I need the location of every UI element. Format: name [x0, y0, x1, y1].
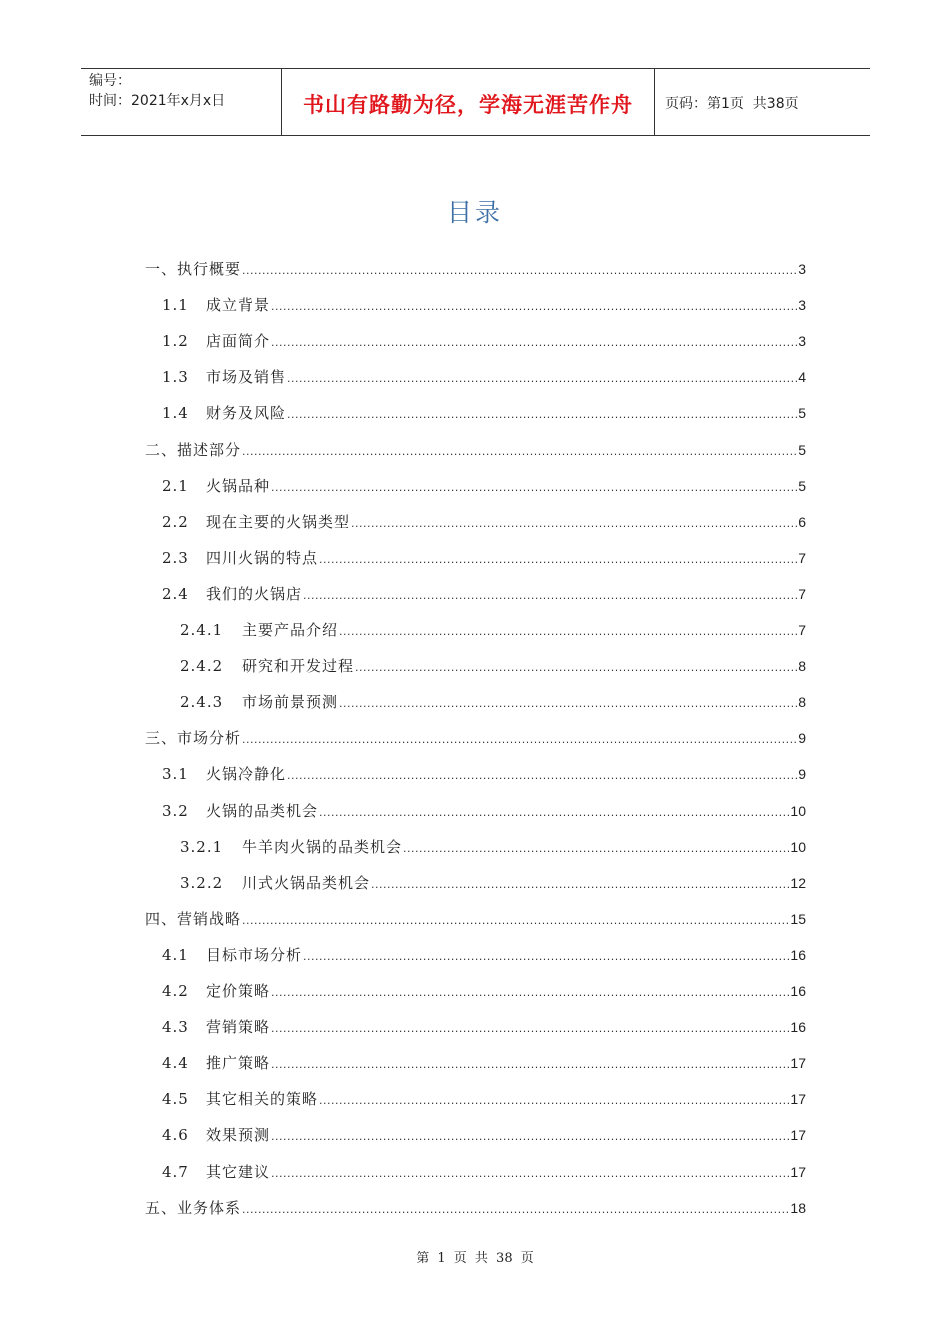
toc-entry-page: 16: [790, 1019, 806, 1036]
toc-title: 目录: [446, 198, 503, 227]
toc-leader-dots: [271, 1130, 789, 1143]
toc-leader-dots: [271, 1022, 789, 1035]
toc-entry-page: 3: [798, 333, 806, 350]
toc-entry-number: 1.3: [162, 368, 189, 387]
toc-entry[interactable]: [162, 330, 806, 352]
toc-entry-page: 15: [790, 910, 806, 927]
toc-leader-dots: [339, 625, 797, 638]
toc-entry-page: 18: [790, 1199, 806, 1216]
toc-entry-number: 4.4: [162, 1054, 189, 1073]
toc-entry-title: 现在主要的火锅类型: [206, 512, 351, 531]
toc-entry[interactable]: [145, 1197, 806, 1219]
toc-entry-number: 3.2.2: [180, 873, 224, 892]
toc-leader-dots: [242, 1203, 789, 1216]
toc-leader-dots: [319, 553, 797, 566]
toc-entry-number: 4.3: [162, 1018, 189, 1037]
toc-entry-page: 7: [798, 622, 806, 638]
toc-entry-number: 二、: [145, 440, 178, 459]
toc-entry-page: 9: [798, 730, 806, 747]
toc-entry-title: 火锅的品类机会: [206, 801, 319, 820]
toc-leader-dots: [271, 481, 797, 494]
toc-entry-page: 10: [790, 802, 806, 819]
toc-entry-title: 其它相关的策略: [206, 1090, 319, 1109]
toc-entry[interactable]: [162, 294, 806, 316]
toc-entry-page: 7: [798, 585, 806, 602]
toc-entry[interactable]: [180, 836, 806, 858]
toc-leader-dots: [351, 517, 797, 530]
toc-entry-page: 4: [798, 369, 806, 386]
toc-entry[interactable]: [162, 1016, 806, 1038]
toc-entry[interactable]: [145, 727, 806, 749]
toc-entry-title: 市场前景预测: [242, 693, 339, 712]
toc-entry-number: 4.7: [162, 1162, 189, 1181]
toc-entry[interactable]: [180, 691, 806, 713]
toc-entry[interactable]: [145, 908, 806, 930]
toc-entry-page: 8: [798, 658, 806, 675]
toc-entry-number: 2.4: [162, 584, 189, 603]
toc-entry[interactable]: [180, 619, 806, 641]
header-meta: [81, 69, 282, 135]
toc-entry-number: 3.2.1: [180, 837, 224, 856]
toc-entry-title: 我们的火锅店: [206, 584, 303, 603]
toc-entry-title: 推广策略: [206, 1054, 271, 1073]
time-label: 时间：2021年x月x日: [89, 93, 226, 109]
toc-entry-title: 营销战略: [177, 909, 242, 928]
toc-leader-dots: [303, 950, 789, 963]
toc-leader-dots: [355, 661, 797, 674]
toc-entry[interactable]: [162, 511, 806, 533]
toc-entry-page: 8: [798, 694, 806, 711]
toc-entry-title: 成立背景: [206, 296, 271, 315]
toc-entry[interactable]: [162, 1088, 806, 1110]
toc-entry-number: 4.1: [162, 945, 189, 964]
toc-entry[interactable]: [145, 439, 806, 461]
toc-entry-title: 效果预测: [206, 1126, 271, 1145]
toc-entry-page: 12: [790, 874, 806, 891]
toc-entry[interactable]: [162, 1052, 806, 1074]
toc-entry-number: 2.4.2: [180, 657, 224, 676]
toc-entry-title: 执行概要: [177, 260, 242, 278]
toc-entry-page: 16: [790, 983, 806, 999]
toc-entry-number: 4.5: [162, 1090, 189, 1109]
toc-entry-number: 1.2: [162, 332, 189, 351]
toc-entry-number: 2.4.3: [180, 693, 224, 712]
toc-leader-dots: [303, 589, 797, 602]
toc-leader-dots: [403, 842, 789, 855]
motto: 书山有路勤为径，学海无涯苦作舟: [303, 93, 633, 117]
toc-entry-title: 市场分析: [177, 729, 242, 748]
toc-entry-page: 9: [798, 766, 806, 783]
toc-entry-page: 7: [798, 549, 806, 566]
toc-entry-number: 3.1: [162, 765, 189, 784]
toc-leader-dots: [287, 372, 797, 385]
toc-entry-title: 定价策略: [206, 982, 271, 1000]
toc-entry[interactable]: [162, 583, 806, 605]
toc-entry-number: 四、: [145, 909, 178, 928]
page-header: [81, 68, 870, 136]
serial-label: 编号：: [89, 73, 131, 89]
toc-leader-dots: [371, 878, 789, 891]
toc-entry-page: 5: [798, 477, 806, 494]
toc-entry-page: 5: [798, 441, 806, 458]
toc-entry-title: 其它建议: [206, 1162, 271, 1181]
toc-entry-page: 3: [798, 261, 806, 277]
toc-entry-title: 研究和开发过程: [242, 657, 355, 676]
toc-entry-page: 17: [790, 1091, 806, 1108]
toc-entry-number: 2.4.1: [180, 621, 224, 639]
toc-entry[interactable]: [162, 980, 806, 1002]
toc-entry-number: 2.3: [162, 548, 189, 567]
toc-leader-dots: [242, 733, 797, 746]
toc-entry-title: 主要产品介绍: [242, 621, 339, 639]
toc-leader-dots: [339, 697, 797, 710]
toc-entry-title: 川式火锅品类机会: [242, 873, 371, 892]
toc-entry-number: 五、: [145, 1198, 178, 1217]
toc-entry-number: 一、: [145, 260, 178, 278]
toc-entry-title: 四川火锅的特点: [206, 548, 319, 567]
toc-entry-number: 4.2: [162, 982, 189, 1000]
toc-entry-number: 2.2: [162, 512, 189, 531]
toc-entry[interactable]: [162, 1161, 806, 1183]
toc-entry[interactable]: [162, 944, 806, 966]
toc-entry[interactable]: [162, 402, 806, 424]
toc-entry-title: 店面简介: [206, 332, 271, 351]
toc-leader-dots: [319, 1094, 789, 1107]
toc-leader-dots: [271, 1058, 789, 1071]
toc-leader-dots: [242, 445, 797, 458]
toc-entry-title: 火锅品种: [206, 476, 271, 495]
toc-entry[interactable]: [162, 547, 806, 569]
toc-entry-title: 火锅冷静化: [206, 765, 287, 784]
toc-entry[interactable]: [162, 763, 806, 785]
page-info: 页码：第1页 共38页: [665, 96, 799, 112]
toc-entry[interactable]: [162, 475, 806, 497]
toc-entry-number: 1.1: [162, 296, 189, 315]
toc-entry-title: 牛羊肉火锅的品类机会: [242, 837, 403, 856]
toc-leader-dots: [271, 1167, 789, 1180]
toc-leader-dots: [319, 806, 789, 819]
toc-entry-page: 16: [790, 946, 806, 963]
toc-entry-number: 4.6: [162, 1126, 189, 1145]
toc-leader-dots: [271, 300, 797, 313]
toc-entry-number: 三、: [145, 729, 178, 748]
page-footer: 第 1 页 共 38 页: [416, 1251, 534, 1266]
toc-leader-dots: [242, 914, 789, 927]
toc-entry-title: 目标市场分析: [206, 945, 303, 964]
toc-entry-title: 财务及风险: [206, 404, 287, 423]
toc-leader-dots: [271, 336, 797, 349]
toc-entry[interactable]: [180, 655, 806, 677]
toc-leader-dots: [271, 986, 789, 999]
toc-entry-page: 6: [798, 513, 806, 530]
toc-entry[interactable]: [162, 1124, 806, 1146]
toc-entry-page: 17: [790, 1055, 806, 1072]
toc-entry[interactable]: [162, 366, 806, 388]
toc-entry-number: 1.4: [162, 404, 189, 423]
toc-entry-number: 3.2: [162, 801, 189, 820]
toc-entry-title: 营销策略: [206, 1018, 271, 1037]
toc-leader-dots: [287, 769, 797, 782]
toc-leader-dots: [242, 264, 797, 277]
toc-entry-page: 17: [790, 1163, 806, 1180]
toc-entry-title: 描述部分: [177, 440, 242, 459]
toc-entry-page: 10: [790, 838, 806, 855]
toc-entry[interactable]: [162, 800, 806, 822]
toc-entry-number: 2.1: [162, 476, 189, 495]
toc-entry-page: 3: [798, 297, 806, 314]
header-page-info-cell: [655, 69, 870, 135]
toc-entry[interactable]: [145, 258, 806, 280]
toc-entry[interactable]: [180, 872, 806, 894]
toc-leader-dots: [287, 408, 797, 421]
toc-entry-title: 业务体系: [177, 1198, 242, 1217]
toc-entry-page: 5: [798, 405, 806, 422]
toc-entry-page: 17: [790, 1127, 806, 1144]
toc-entry-title: 市场及销售: [206, 368, 287, 387]
header-motto-cell: [282, 69, 655, 135]
